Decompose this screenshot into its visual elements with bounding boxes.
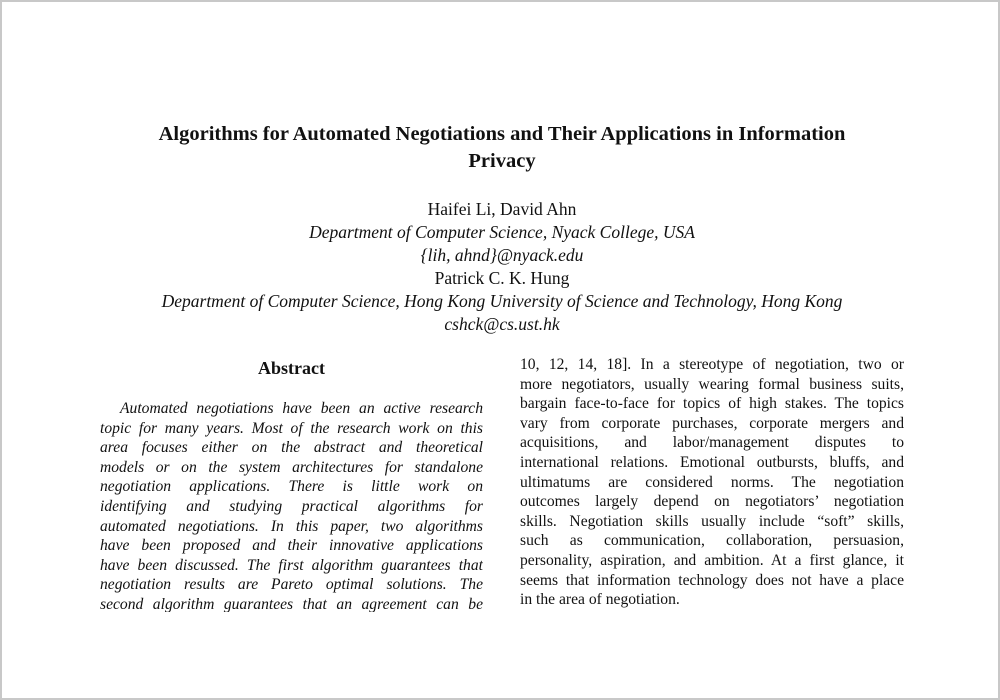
body-line: in the area of negotiation. xyxy=(520,591,680,609)
abstract-line: topic for many years. Most of the research work on this xyxy=(100,419,483,437)
body-line: international relations. Emotional outbursts, bluffs, and xyxy=(520,453,904,471)
abstract-line: Automated negotiations have been an active research xyxy=(120,400,483,417)
body-line: acquisitions, and labor/management disputes to xyxy=(520,434,904,452)
abstract-body xyxy=(100,399,483,612)
abstract-line: area focuses either on the abstract and theoretical xyxy=(100,439,483,457)
body-line: seems that information technology does not have a place xyxy=(520,571,904,589)
paper-title-line: Privacy xyxy=(468,150,536,172)
abstract-line: have been discussed. The first algorithm guarantees that xyxy=(100,556,483,574)
body-line: 10, 12, 14, 18]. In a stereotype of negotiation, two or xyxy=(520,356,904,373)
abstract-line: negotiation results are Pareto optimal solutions. The xyxy=(100,576,483,594)
author-affiliation-1: Department of Computer Science, Nyack College, USA xyxy=(309,222,695,242)
body-line: skills. Negotiation skills usually include “soft” skills, xyxy=(520,512,904,530)
body-line: outcomes largely depend on negotiators’ negotiation xyxy=(520,493,904,511)
body-line: more negotiators, usually wearing formal business suits, xyxy=(520,375,904,393)
body-line: such as communication, collaboration, persuasion, xyxy=(520,532,904,550)
author-affiliation-2: Department of Computer Science, Hong Kong University of Science and Technology, Hong Kong xyxy=(161,291,843,311)
abstract-line: negotiation applications. There is little work on xyxy=(100,478,483,496)
paper-title xyxy=(102,121,902,175)
abstract-heading: Abstract xyxy=(258,358,325,378)
author-names-1: Haifei Li, David Ahn xyxy=(427,199,577,219)
body-line: ultimatums are considered norms. The negotiation xyxy=(520,473,904,491)
abstract-line: identifying and studying practical algorithms for xyxy=(100,497,483,515)
abstract-line: automated negotiations. In this paper, two algorithms xyxy=(100,517,483,535)
body-line: bargain face-to-face for topics of high stakes. The topics xyxy=(520,395,904,413)
body-line: personality, aspiration, and ambition. At a first glance, it xyxy=(520,551,904,569)
abstract-line: models or on the system architectures for standalone xyxy=(100,458,483,476)
body-text-column xyxy=(520,355,904,615)
paper-title-line: Algorithms for Automated Negotiations and Their Applications in Information xyxy=(158,123,846,145)
abstract-line: second algorithm guarantees that an agreement can be xyxy=(100,595,483,612)
author-email-1: {lih, ahnd}@nyack.edu xyxy=(420,245,584,265)
author-email-2: cshck@cs.ust.hk xyxy=(444,314,560,334)
author-names-2: Patrick C. K. Hung xyxy=(434,268,570,288)
abstract-line: have been proposed and their innovative applications xyxy=(100,537,483,555)
body-line: vary from corporate purchases, corporate mergers and xyxy=(520,414,904,432)
